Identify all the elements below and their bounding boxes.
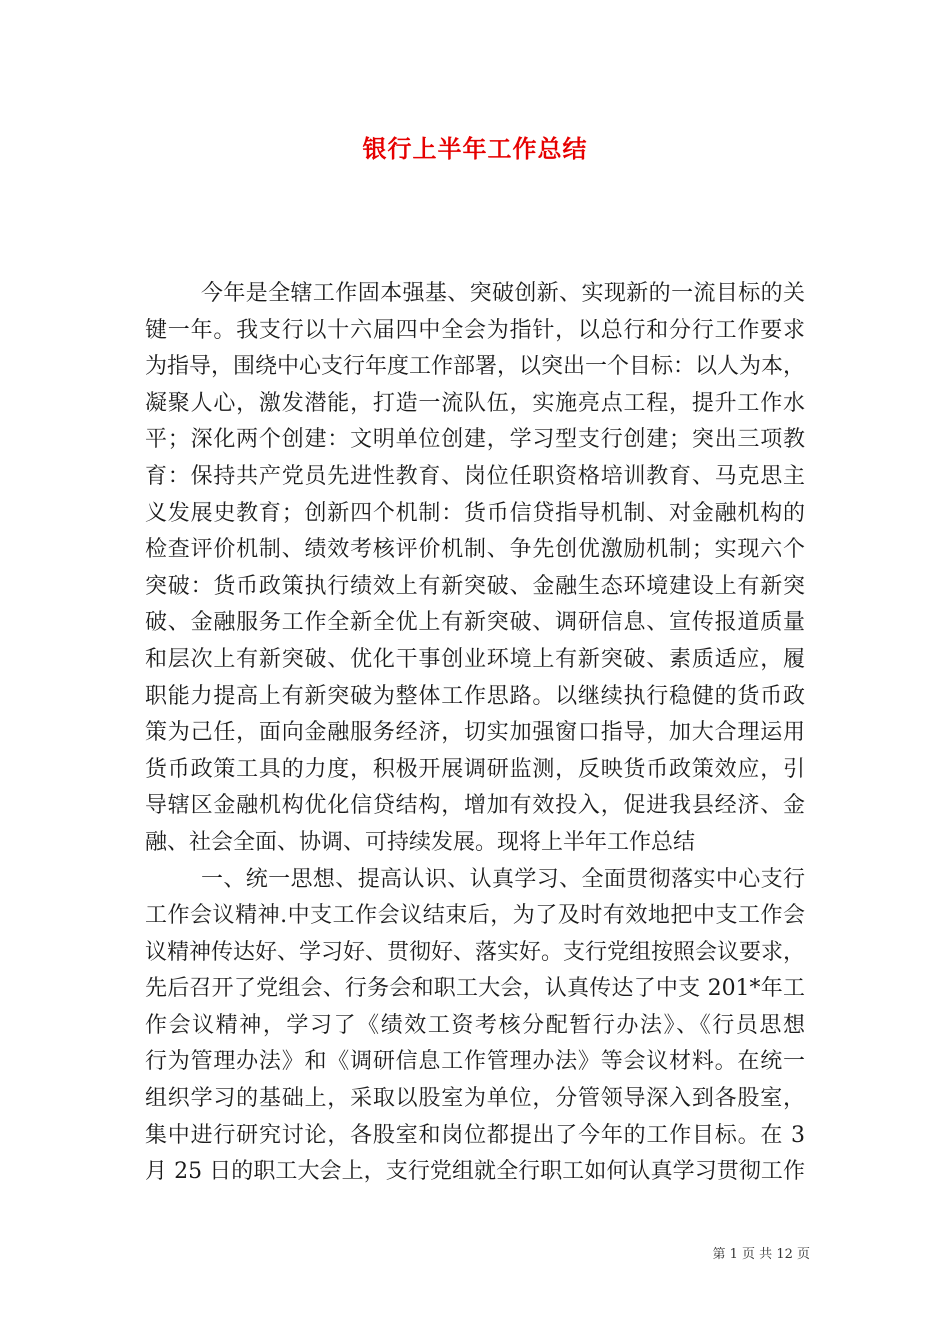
document-title: 银行上半年工作总结 <box>362 134 588 163</box>
paragraph-2-line: 月 25 日的职工大会上，支行党组就全行职工如何认真学习贯彻工作 <box>145 1159 805 1185</box>
paragraph-1-line: 货币政策工具的力度，积极开展调研监测，反映货币政策效应，引 <box>145 756 805 782</box>
paragraph-1-line: 检查评价机制、绩效考核评价机制、争先创优激励机制；实现六个 <box>145 537 805 563</box>
paragraph-1-line: 键一年。我支行以十六届四中全会为指针，以总行和分行工作要求 <box>145 317 805 343</box>
paragraph-2-line: 一、统一思想、提高认识、认真学习、全面贯彻落实中心支行 <box>201 866 805 892</box>
paragraph-1-line: 策为己任，面向金融服务经济，切实加强窗口指导，加大合理运用 <box>145 720 805 746</box>
paragraph-2-line: 集中进行研究讨论，各股室和岗位都提出了今年的工作目标。在 3 <box>145 1122 805 1148</box>
paragraph-1-line: 导辖区金融机构优化信贷结构，增加有效投入，促进我县经济、金 <box>145 793 805 819</box>
paragraph-1-line: 平；深化两个创建：文明单位创建，学习型支行创建；突出三项教 <box>145 427 805 453</box>
page-number: 第 1 页 共 12 页 <box>712 1247 810 1262</box>
paragraph-2-line: 作会议精神，学习了《绩效工资考核分配暂行办法》、《行员思想 <box>145 1012 805 1038</box>
paragraph-1-line: 义发展史教育；创新四个机制：货币信贷指导机制、对金融机构的 <box>145 500 805 526</box>
paragraph-2-line: 先后召开了党组会、行务会和职工大会，认真传达了中支 201*年工 <box>145 976 805 1002</box>
paragraph-1-line: 今年是全辖工作固本强基、突破创新、实现新的一流目标的关 <box>201 281 805 306</box>
paragraph-2-line: 行为管理办法》和《调研信息工作管理办法》等会议材料。在统一 <box>145 1049 805 1075</box>
paragraph-2-line: 议精神传达好、学习好、贯彻好、落实好。支行党组按照会议要求， <box>145 939 806 965</box>
paragraph-1-line: 破、金融服务工作全新全优上有新突破、调研信息、宣传报道质量 <box>145 610 805 636</box>
document-body <box>145 276 805 1191</box>
paragraph-1-line: 突破：货币政策执行绩效上有新突破、金融生态环境建设上有新突 <box>145 573 805 599</box>
paragraph-2-line: 组织学习的基础上，采取以股室为单位，分管领导深入到各股室， <box>145 1086 805 1112</box>
paragraph-2-line: 工作会议精神.中支工作会议结束后，为了及时有效地把中支工作会 <box>145 903 805 929</box>
paragraph-1-line: 和层次上有新突破、优化干事创业环境上有新突破、素质适应，履 <box>145 646 805 672</box>
paragraph-1-line: 融、社会全面、协调、可持续发展。现将上半年工作总结 <box>145 829 696 855</box>
paragraph-1-line: 育：保持共产党员先进性教育、岗位任职资格培训教育、马克思主 <box>145 463 805 489</box>
paragraph-1-line: 为指导，围绕中心支行年度工作部署，以突出一个目标：以人为本， <box>145 354 806 380</box>
paragraph-1-line: 凝聚人心，激发潜能，打造一流队伍，实施亮点工程，提升工作水 <box>145 390 805 416</box>
paragraph-1-line: 职能力提高上有新突破为整体工作思路。以继续执行稳健的货币政 <box>145 683 805 709</box>
